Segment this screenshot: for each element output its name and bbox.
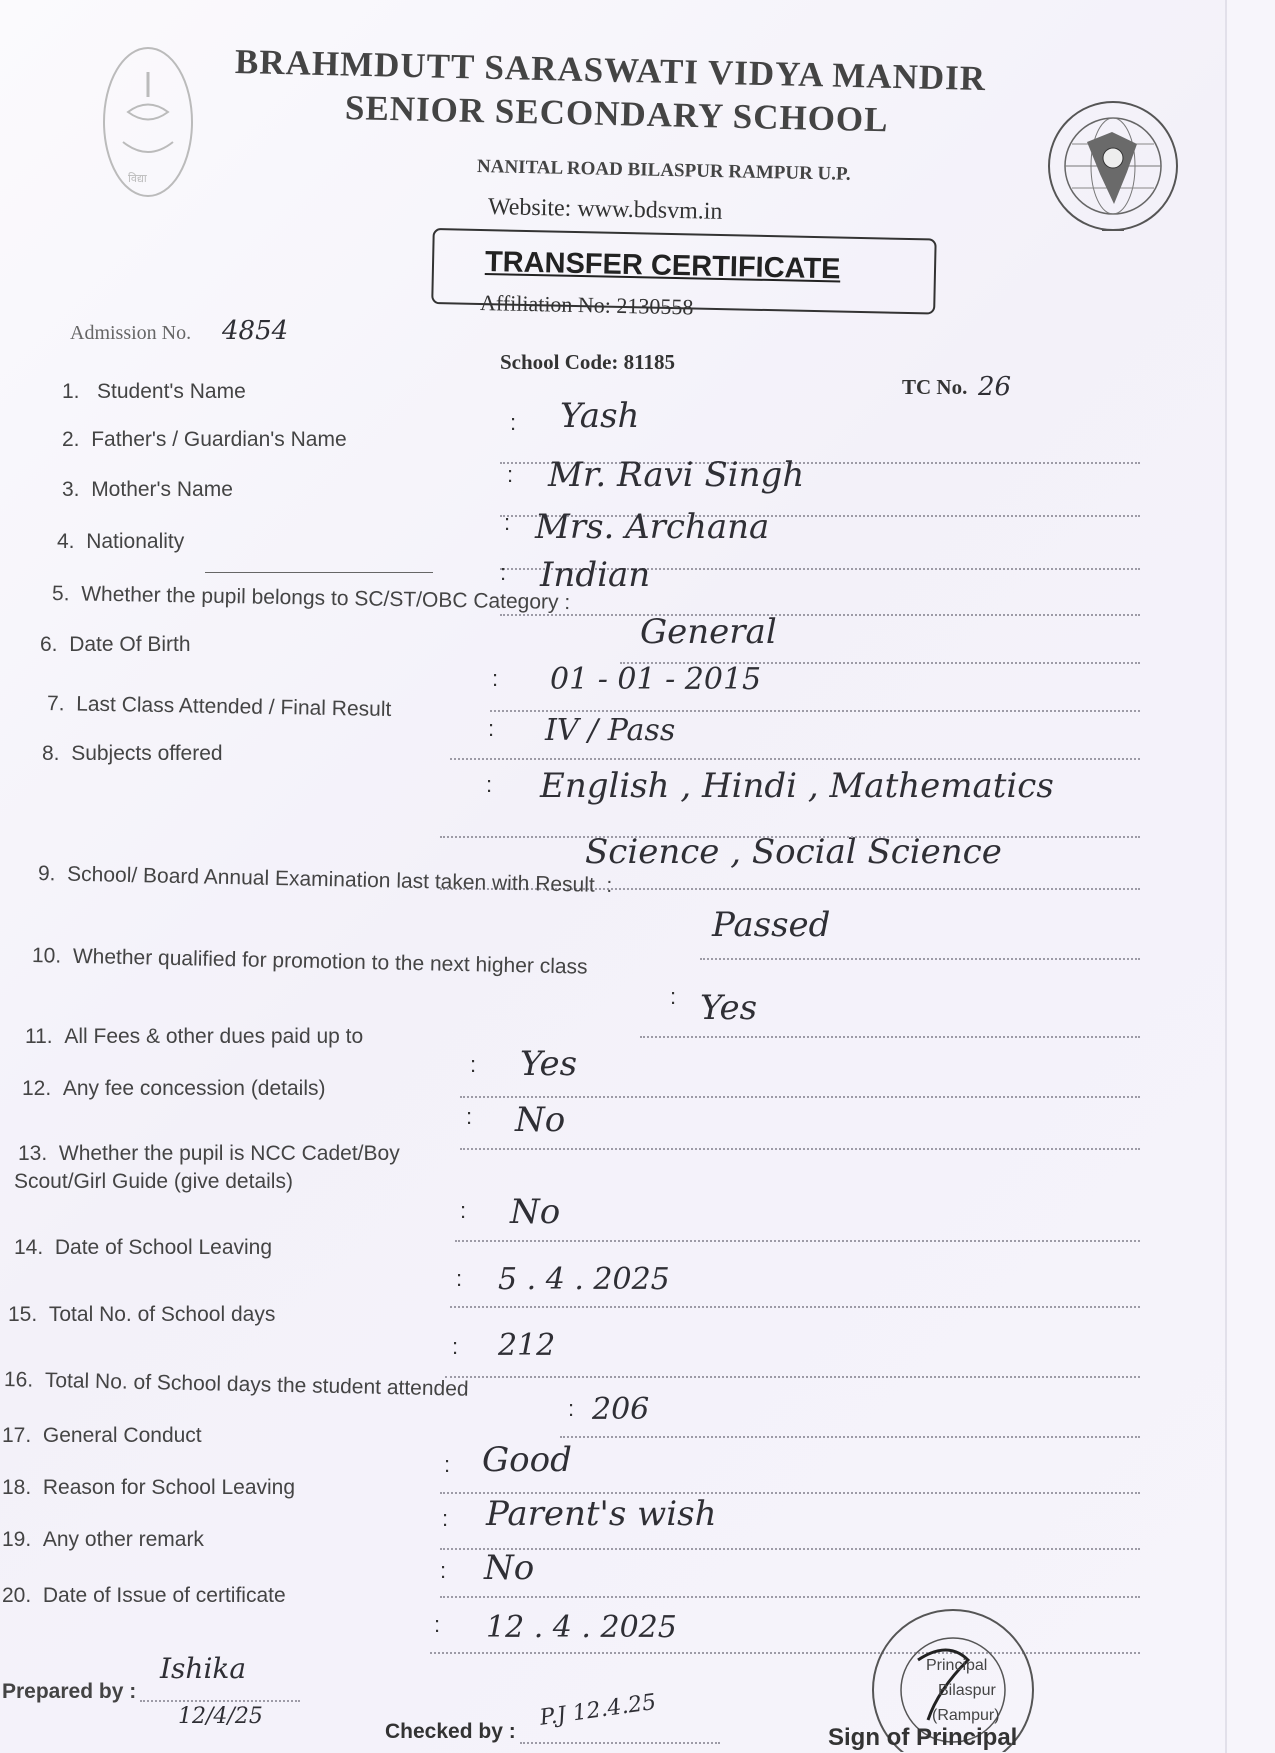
field-value-19: No [484, 1548, 535, 1588]
colon-4: : [500, 560, 507, 585]
field-value-9: Passed [712, 905, 831, 945]
school-code: School Code: 81185 [500, 350, 676, 374]
colon-19: : [440, 1558, 447, 1583]
field-value-2: Mr. Ravi Singh [548, 455, 805, 495]
colon-14: : [456, 1266, 463, 1291]
colon-10: : [670, 984, 677, 1009]
prepared-by-signature: Ishika [160, 1652, 247, 1685]
tc-number-label: TC No. [902, 375, 968, 399]
field-label-16: 16. Total No. of School days the student attended [3, 1368, 469, 1401]
field-label-6: 6. Date Of Birth [40, 633, 191, 656]
colon-15: : [452, 1334, 459, 1359]
field-label-2: 2. Father's / Guardian's Name [62, 428, 347, 451]
dotted-line-8 [440, 836, 1140, 838]
field-value-10: Yes [700, 988, 758, 1028]
colon-17: : [444, 1452, 451, 1477]
colon-3: : [504, 510, 511, 535]
checked-by-label: Checked by : [385, 1720, 516, 1743]
field-label-19: 19. Any other remark [2, 1528, 204, 1551]
field-label-5: 5. Whether the pupil belongs to SC/ST/OBC Category : [51, 582, 571, 615]
field-value-13: No [510, 1192, 561, 1232]
dotted-line-10 [640, 1036, 1140, 1038]
field-value-12: No [515, 1100, 566, 1140]
colon-12: : [466, 1104, 473, 1129]
field-label-15: 15. Total No. of School days [8, 1303, 276, 1326]
admission-label: Admission No. [70, 322, 192, 344]
field-label-20: 20. Date of Issue of certificate [2, 1584, 286, 1607]
field-label-8: 8. Subjects offered [42, 742, 223, 765]
field-value-5: General [640, 612, 777, 652]
field-label-4: 4. Nationality [57, 530, 185, 553]
field-label-10: 10. Whether qualified for promotion to the next higher class [31, 944, 588, 979]
colon-13: : [460, 1198, 467, 1223]
colon-2: : [507, 462, 514, 487]
colon-18: : [442, 1506, 449, 1531]
field-label-14: 14. Date of School Leaving [14, 1236, 273, 1259]
svg-text:विद्या: विद्या [128, 172, 147, 185]
prepared-by-line [140, 1700, 300, 1702]
dotted-line-11 [460, 1096, 1140, 1098]
school-name-line2: SENIOR SECONDARY SCHOOL [344, 88, 889, 140]
field-value-1: Yash [560, 396, 640, 436]
field-value-8-line2: Science , Social Science [585, 832, 1002, 872]
field-label-1: 1. Student's Name [62, 380, 246, 403]
field-value-17: Good [482, 1440, 572, 1480]
checked-by-line [520, 1742, 720, 1744]
svg-text:Principal: Principal [926, 1657, 988, 1674]
colon-7: : [488, 716, 495, 741]
prepared-by-label: Prepared by : [2, 1680, 137, 1703]
colon-8: : [486, 772, 493, 797]
field-value-20: 12 . 4 . 2025 [486, 1610, 677, 1645]
field-label-7: 7. Last Class Attended / Final Result [46, 692, 392, 722]
svg-text:(Rampur): (Rampur) [932, 1707, 1000, 1724]
colon-16: : [568, 1396, 575, 1421]
dotted-line-6 [490, 710, 1140, 712]
field-value-18: Parent's wish [486, 1494, 717, 1534]
school-emblem-left [98, 42, 198, 202]
school-website: Website: www.bdsvm.in [487, 194, 723, 225]
dotted-line-19 [440, 1596, 1140, 1598]
checked-by-signature: P.J 12.4.25 [538, 1689, 658, 1731]
colon-1: : [510, 410, 517, 435]
field-value-4: Indian [540, 555, 651, 595]
field-label-17: 17. General Conduct [2, 1424, 202, 1447]
field-value-8: English , Hindi , Mathematics [540, 766, 1054, 806]
field-label-9: 9. School/ Board Annual Examination last taken with Result : [37, 862, 613, 898]
principal-signature-label: Sign of Principal [828, 1724, 1018, 1751]
dotted-line-4 [500, 614, 1140, 616]
svg-text:Bilaspur: Bilaspur [938, 1682, 996, 1699]
colon-20: : [434, 1612, 441, 1637]
field-label-13-line2: Scout/Girl Guide (give details) [14, 1170, 293, 1193]
school-address: NANITAL ROAD BILASPUR RAMPUR U.P. [476, 156, 851, 185]
certificate-title: TRANSFER CERTIFICATE [484, 246, 841, 286]
field-label-3: 3. Mother's Name [62, 478, 233, 501]
school-name-line1: BRAHMDUTT SARASWATI VIDYA MANDIR [234, 42, 987, 99]
tc-number-value: 26 [978, 372, 1012, 402]
dotted-line-9 [700, 958, 1140, 960]
dotted-line-15 [445, 1376, 1140, 1378]
dotted-line-12 [460, 1148, 1140, 1150]
prepared-by-date: 12/4/25 [178, 1704, 263, 1729]
dotted-line-14 [450, 1306, 1140, 1308]
dotted-line-18 [440, 1548, 1140, 1550]
colon-6: : [492, 666, 499, 691]
field-label-12: 12. Any fee concession (details) [22, 1077, 326, 1100]
dotted-line-13 [455, 1240, 1140, 1242]
field-value-16: 206 [592, 1392, 650, 1427]
affiliation-number: Affiliation No: 2130558 [479, 290, 694, 320]
field-value-6: 01 - 01 - 2015 [550, 662, 762, 697]
nationality-underline [205, 572, 433, 573]
colon-11: : [470, 1052, 477, 1077]
admission-value: 4854 [222, 316, 289, 346]
field-label-18: 18. Reason for School Leaving [2, 1476, 296, 1499]
field-value-3: Mrs. Archana [535, 507, 770, 547]
field-label-11: 11. All Fees & other dues paid up to [25, 1025, 364, 1048]
field-value-7: IV / Pass [545, 713, 676, 748]
field-label-13: 13. Whether the pupil is NCC Cadet/Boy [18, 1142, 400, 1165]
field-value-11: Yes [520, 1044, 578, 1084]
field-value-15: 212 [498, 1328, 556, 1363]
field-value-14: 5 . 4 . 2025 [498, 1262, 670, 1297]
bharatiya-shiksha-samiti-seal [1042, 92, 1184, 252]
dotted-line-7 [450, 758, 1140, 760]
dotted-line-16 [560, 1436, 1140, 1438]
